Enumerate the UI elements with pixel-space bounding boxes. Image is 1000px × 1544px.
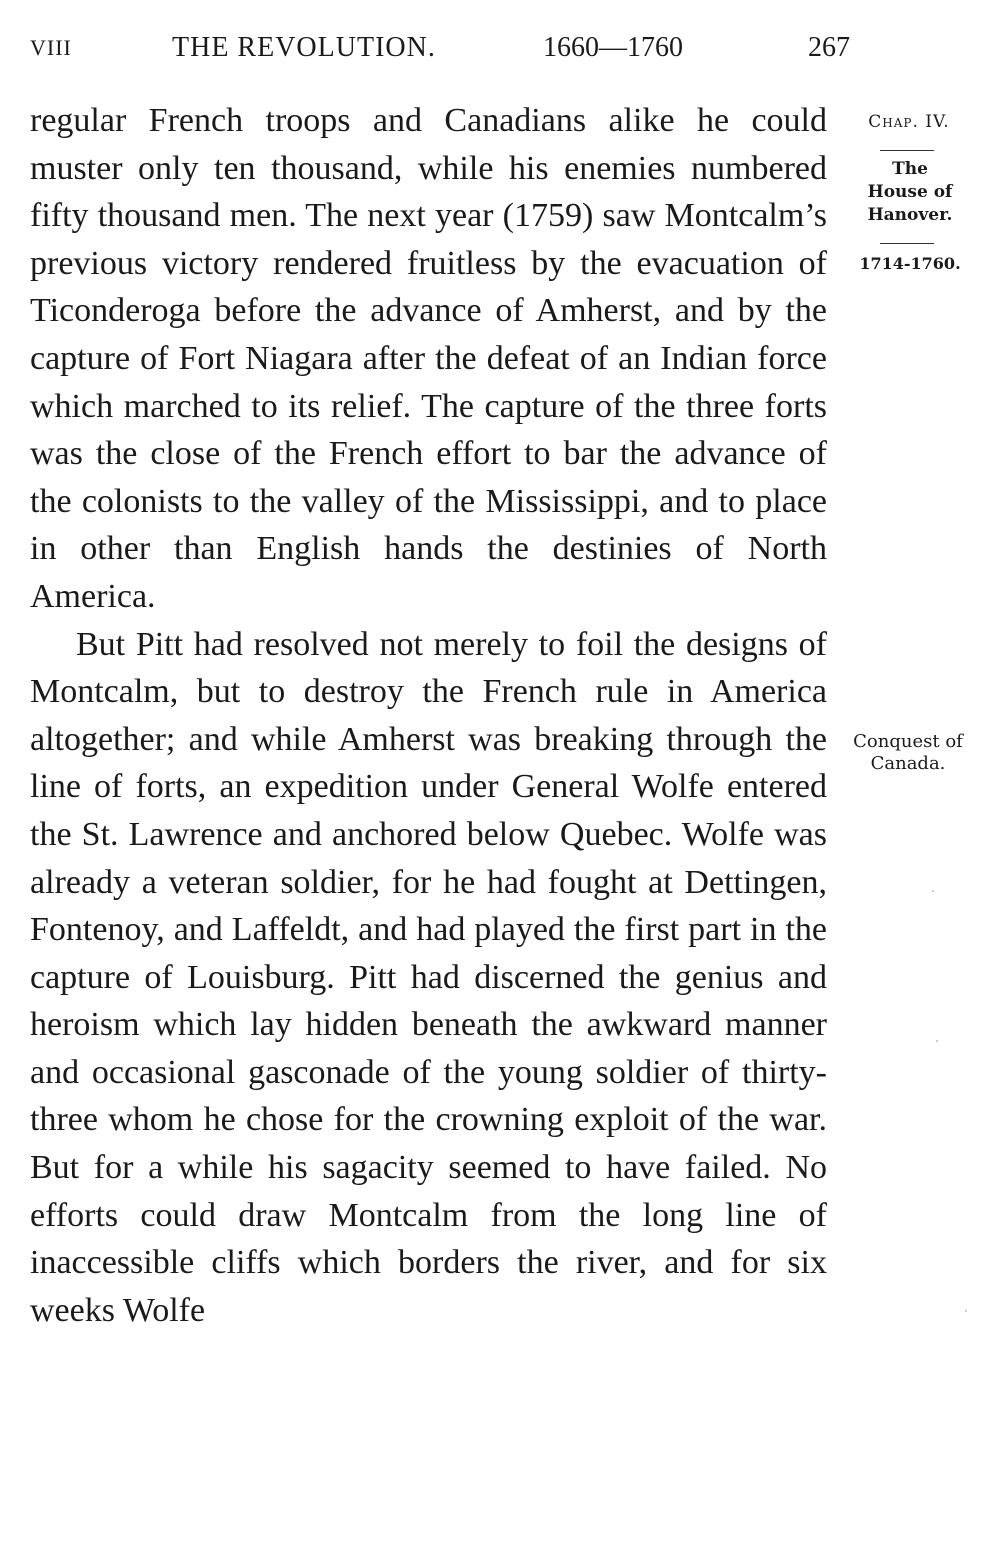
paragraph: But Pitt had resolved not merely to foil the designs of Montcalm, but to destroy the French rule in America altogether; and while Amherst was breaking through the line of forts, an expedition under General Wolfe entered the St. Lawrence and anchored below Quebec. Wolfe was already a veteran soldier, for he had fought at Dettingen, Fontenoy, and Laffeldt, and had played the first part in the capture of Louisburg. Pitt had discerned the genius and heroism which lay hidden beneath the awkward manner and occasional gasconade of the young soldier of thirty-three whom he chose for the crowning exploit of the war. But for a while his sagacity seemed to have failed. No efforts could draw Montcalm from the long line of inaccessible cliffs which borders the river, and for six weeks Wolfe bbox=[30, 625, 827, 1329]
margin-dates-note: 1714-1760. bbox=[859, 254, 961, 273]
paragraph: regular French troops and Canadians alike he could muster only ten thousand, while his enemies numbered fifty thousand men. The next year (1759) saw Montcalm’s previous victory rendered fruitless by the evacuation of Ticonderoga before the advance of Amherst, and by the capture of Fort Niagara after the defeat of an Indian force which marched to its relief. The capture of the three forts was the close of the French effort to bar the advance of the colonists to the valley of the Mississippi, and to place in other than English hands the destinies of North America. bbox=[30, 102, 827, 615]
chapter-number: VIII bbox=[30, 35, 72, 60]
paper-speck bbox=[932, 890, 934, 892]
margin-section-line: The bbox=[892, 159, 928, 179]
margin-section-line: House of bbox=[867, 182, 953, 202]
margin-chapter-note: Chap. IV. bbox=[868, 112, 950, 132]
running-dates: 1660—1760 bbox=[543, 32, 683, 63]
page-number: 267 bbox=[808, 32, 850, 63]
running-title: THE REVOLUTION. bbox=[172, 32, 436, 63]
paper-speck bbox=[965, 1310, 967, 1312]
margin-section-note bbox=[852, 158, 968, 227]
body-text bbox=[30, 97, 827, 1334]
margin-rule bbox=[880, 243, 934, 244]
margin-section-line: Hanover. bbox=[867, 205, 953, 225]
running-header bbox=[30, 28, 850, 68]
margin-topic-note bbox=[836, 731, 980, 775]
margin-topic-line: Conquest of bbox=[853, 731, 963, 752]
paper-speck bbox=[936, 1040, 938, 1042]
margin-topic-line: Canada. bbox=[870, 753, 946, 774]
margin-rule bbox=[880, 150, 934, 151]
